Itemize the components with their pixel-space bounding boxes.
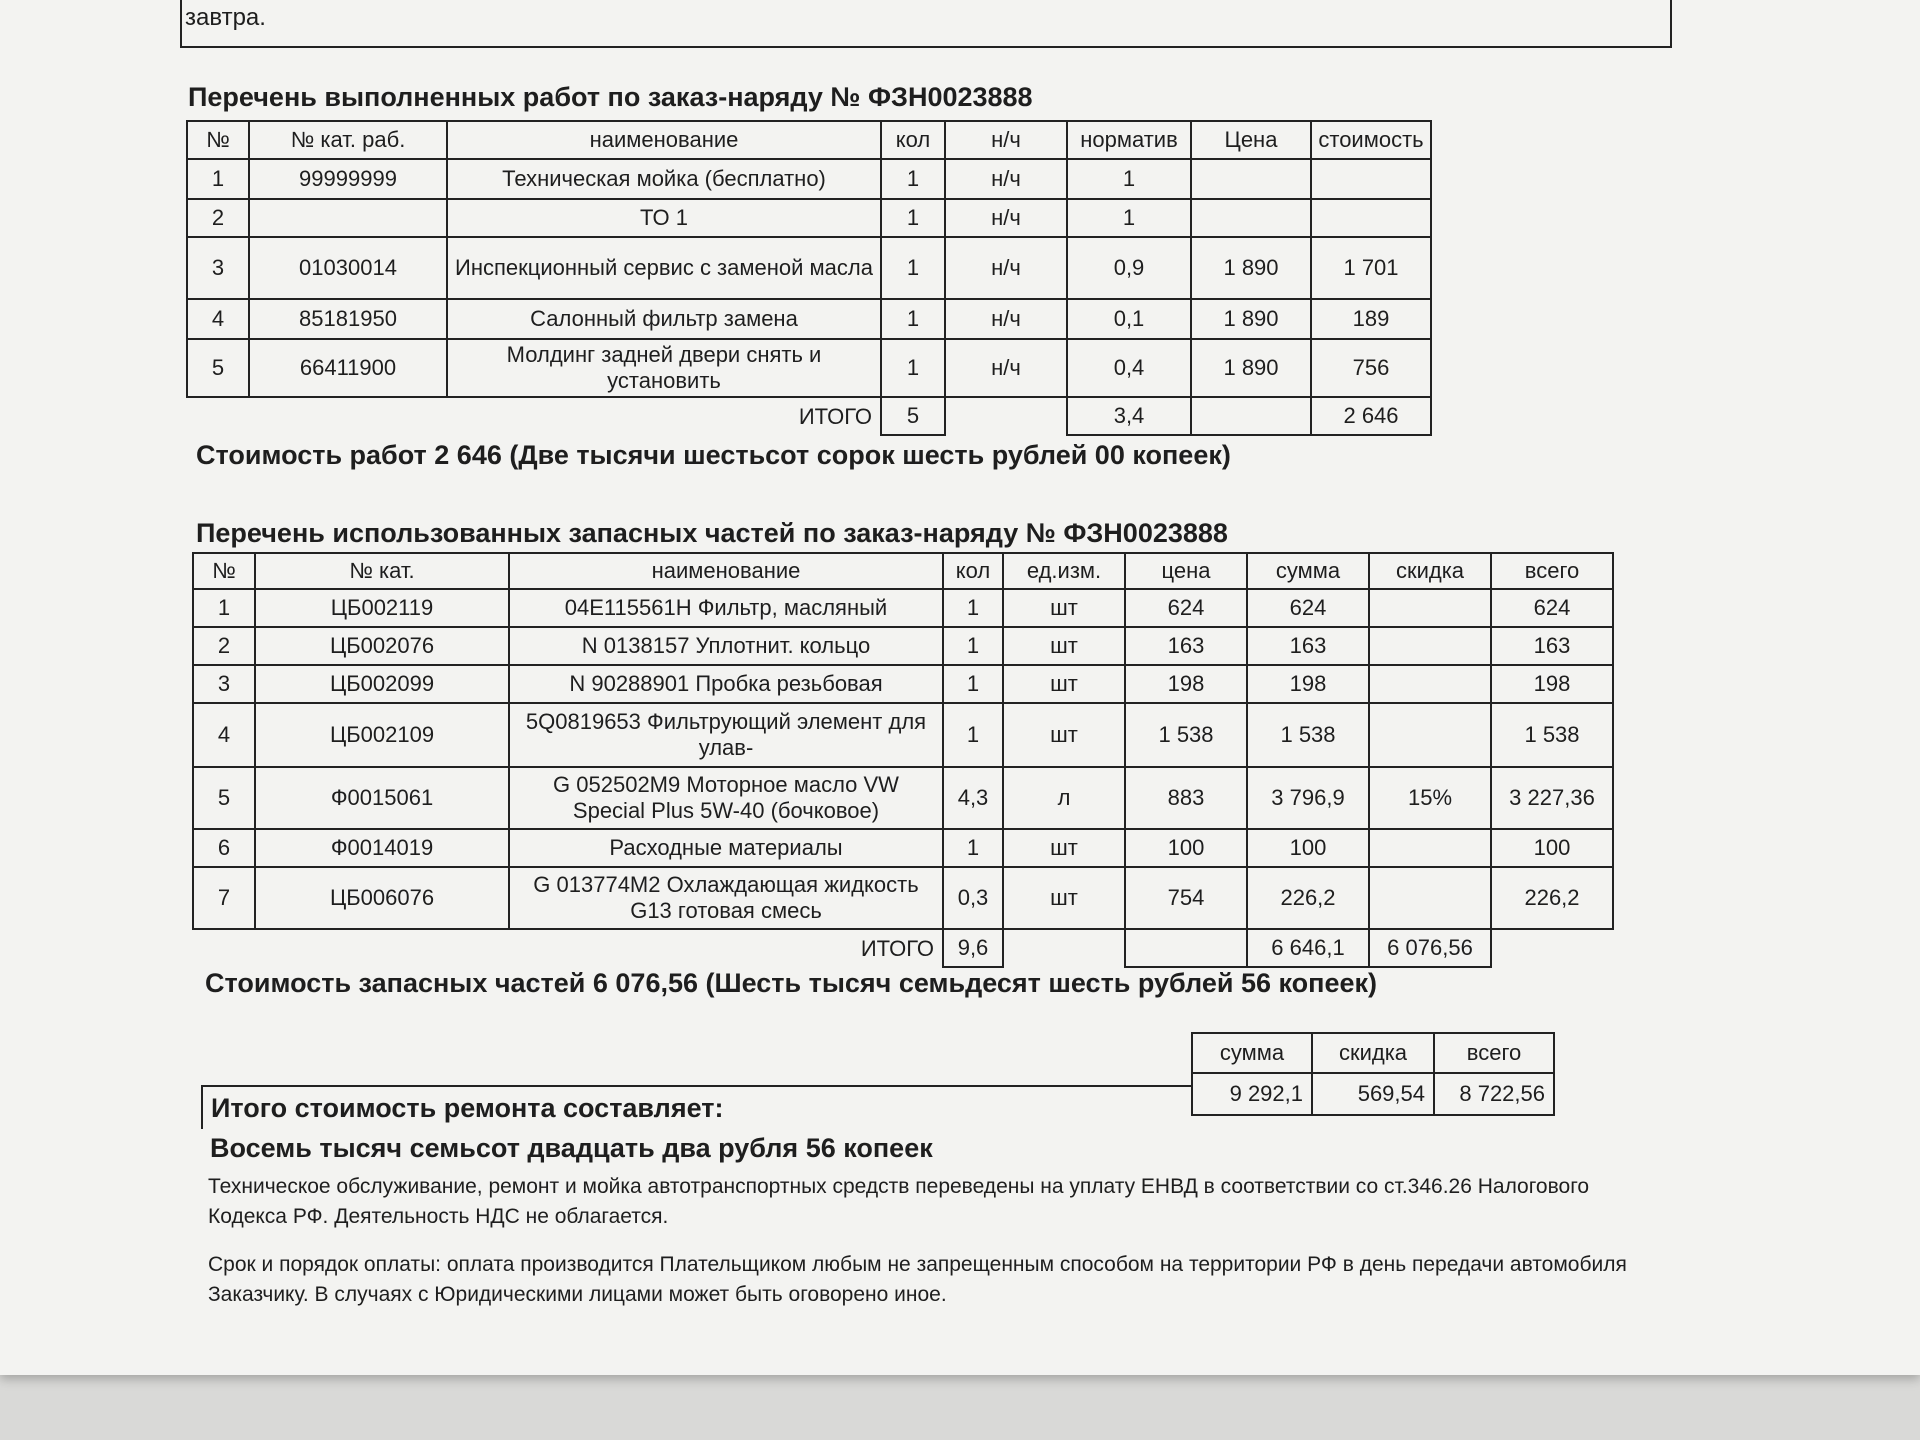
total-norm: 3,4 [1067, 397, 1191, 435]
cell: ЦБ002119 [255, 589, 509, 627]
cell [1191, 199, 1311, 237]
cell: шт [1003, 665, 1125, 703]
cell: 189 [1311, 299, 1431, 339]
total-label: ИТОГО [860, 935, 934, 961]
table-row [193, 767, 1613, 829]
cell: 1 538 [1125, 703, 1247, 767]
cell: ТО 1 [447, 199, 881, 237]
total-cost: 2 646 [1311, 397, 1431, 435]
cell: шт [1003, 867, 1125, 929]
cell: 2 [193, 627, 255, 665]
cell: N 0138157 Уплотнит. кольцо [509, 627, 943, 665]
header-cell: № [187, 121, 249, 159]
cell: 163 [1247, 627, 1369, 665]
cell [1369, 703, 1491, 767]
cell: 163 [1491, 627, 1613, 665]
cell: 624 [1247, 589, 1369, 627]
cell [249, 199, 447, 237]
cell: 5 [193, 767, 255, 829]
header-cell: ед.изм. [1003, 553, 1125, 589]
grand-total-header-row [1192, 1033, 1554, 1073]
cell: 100 [1491, 829, 1613, 867]
cell: 1 [943, 703, 1003, 767]
cell [1369, 665, 1491, 703]
table-row [193, 589, 1613, 627]
cell: 1 [943, 589, 1003, 627]
cell: шт [1003, 589, 1125, 627]
cell: 1 538 [1491, 703, 1613, 767]
works-heading: Перечень выполненных работ по заказ-наряду № ФЗН0023888 [188, 82, 1033, 112]
cell: 226,2 [1491, 867, 1613, 929]
cell: 1 701 [1311, 237, 1431, 299]
grand-total-table [1191, 1032, 1555, 1116]
cell: 0,1 [1067, 299, 1191, 339]
cell: 2 [187, 199, 249, 237]
cell: ЦБ002109 [255, 703, 509, 767]
cell [1191, 159, 1311, 199]
cell: 4,3 [943, 767, 1003, 829]
cell: 15% [1369, 767, 1491, 829]
header-cell: кол [881, 121, 945, 159]
table-row [193, 627, 1613, 665]
tax-note: Техническое обслуживание, ремонт и мойка автотранспортных средств переведены на уплату ЕНВД в соответствии со ст.346.26 Налогового Кодекса РФ. Деятельность НДС не облагается. [208, 1175, 1590, 1228]
grand-total-values-row [1192, 1073, 1554, 1115]
cell: Инспекционный сервис с заменой масла [447, 237, 881, 299]
cell: N 90288901 Пробка резьбовая [509, 665, 943, 703]
cell: 883 [1125, 767, 1247, 829]
table-row [193, 829, 1613, 867]
parts-heading: Перечень использованных запасных частей по заказ-наряду № ФЗН0023888 [196, 518, 1228, 548]
header-cell: № кат. [255, 553, 509, 589]
header-cell: всего [1434, 1033, 1554, 1073]
cell: 624 [1491, 589, 1613, 627]
works-total-row [187, 397, 1431, 435]
table-row [187, 299, 1431, 339]
table-row [187, 237, 1431, 299]
total-sum: 6 646,1 [1247, 929, 1369, 967]
cell [1369, 627, 1491, 665]
cell: н/ч [945, 339, 1067, 397]
cell: шт [1003, 627, 1125, 665]
cell: 1 890 [1191, 237, 1311, 299]
header-cell: сумма [1192, 1033, 1312, 1073]
cell: 163 [1125, 627, 1247, 665]
cell: ЦБ002099 [255, 665, 509, 703]
header-cell: наименование [447, 121, 881, 159]
cell: 226,2 [1247, 867, 1369, 929]
header-cell: стоимость [1311, 121, 1431, 159]
cell: ЦБ006076 [255, 867, 509, 929]
cell: шт [1003, 829, 1125, 867]
grand-total-sum: 9 292,1 [1192, 1073, 1312, 1115]
cell: 754 [1125, 867, 1247, 929]
header-cell: норматив [1067, 121, 1191, 159]
cell: Молдинг задней двери снять и установить [447, 339, 881, 397]
cell: 3 [187, 237, 249, 299]
total-label: ИТОГО [798, 403, 872, 429]
cell: 85181950 [249, 299, 447, 339]
works-table [186, 120, 1432, 436]
grand-total-label: Итого стоимость ремонта составляет: [211, 1093, 724, 1123]
table-row [187, 339, 1431, 397]
cell: 3 796,9 [1247, 767, 1369, 829]
previous-section-box [180, 0, 1672, 48]
cell: 66411900 [249, 339, 447, 397]
header-cell: Цена [1191, 121, 1311, 159]
cell: 1 [881, 159, 945, 199]
cell: 1 [1067, 199, 1191, 237]
cell: 1 [881, 339, 945, 397]
cell: Техническая мойка (бесплатно) [447, 159, 881, 199]
cell: 1 [1067, 159, 1191, 199]
cell: 5Q0819653 Фильтрующий элемент для улав- [509, 703, 943, 767]
header-cell: наименование [509, 553, 943, 589]
cell: н/ч [945, 199, 1067, 237]
cell: 0,3 [943, 867, 1003, 929]
cell: Салонный фильтр замена [447, 299, 881, 339]
cell: G 013774M2 Охлаждающая жидкость G13 готовая смесь [509, 867, 943, 929]
header-cell: цена [1125, 553, 1247, 589]
previous-section-text: завтра. [185, 4, 266, 31]
cell: 6 [193, 829, 255, 867]
parts-summary: Стоимость запасных частей 6 076,56 (Шесть тысяч семьдесят шесть рублей 56 копеек) [205, 968, 1377, 998]
cell: н/ч [945, 159, 1067, 199]
works-summary: Стоимость работ 2 646 (Две тысячи шестьсот сорок шесть рублей 00 копеек) [196, 440, 1231, 470]
header-cell: скидка [1312, 1033, 1434, 1073]
cell: 5 [187, 339, 249, 397]
header-cell: сумма [1247, 553, 1369, 589]
table-row [193, 703, 1613, 767]
cell: 1 890 [1191, 339, 1311, 397]
cell: 04E115561H Фильтр, масляный [509, 589, 943, 627]
cell: 624 [1125, 589, 1247, 627]
notes [208, 1172, 1668, 1328]
header-cell: № [193, 553, 255, 589]
cell: 756 [1311, 339, 1431, 397]
cell: Ф0015061 [255, 767, 509, 829]
cell: 1 538 [1247, 703, 1369, 767]
cell: G 052502M9 Моторное масло VW Special Plus 5W-40 (бочковое) [509, 767, 943, 829]
cell: 3 [193, 665, 255, 703]
cell: 0,9 [1067, 237, 1191, 299]
cell: 7 [193, 867, 255, 929]
cell: 1 [943, 665, 1003, 703]
parts-table [192, 552, 1614, 968]
grand-total-discount: 569,54 [1312, 1073, 1434, 1115]
cell [1369, 867, 1491, 929]
cell: 4 [187, 299, 249, 339]
parts-header-row [193, 553, 1613, 589]
cell: л [1003, 767, 1125, 829]
header-cell: № кат. раб. [249, 121, 447, 159]
cell: 100 [1247, 829, 1369, 867]
cell [1311, 199, 1431, 237]
grand-total-label-box [201, 1085, 1193, 1129]
cell: 99999999 [249, 159, 447, 199]
grand-total-words: Восемь тысяч семьсот двадцать два рубля 56 копеек [210, 1133, 933, 1163]
total-qty: 5 [881, 397, 945, 435]
table-row [187, 159, 1431, 199]
total-total: 6 076,56 [1369, 929, 1491, 967]
cell: 1 [943, 627, 1003, 665]
total-qty: 9,6 [943, 929, 1003, 967]
parts-total-row [193, 929, 1613, 967]
cell: 0,4 [1067, 339, 1191, 397]
grand-total-total: 8 722,56 [1434, 1073, 1554, 1115]
cell: Ф0014019 [255, 829, 509, 867]
table-row [187, 199, 1431, 237]
cell: шт [1003, 703, 1125, 767]
header-cell: н/ч [945, 121, 1067, 159]
cell: 1 890 [1191, 299, 1311, 339]
cell: 198 [1491, 665, 1613, 703]
table-row [193, 665, 1613, 703]
header-cell: скидка [1369, 553, 1491, 589]
cell [1369, 589, 1491, 627]
cell [1369, 829, 1491, 867]
cell: 1 [881, 299, 945, 339]
cell [1311, 159, 1431, 199]
header-cell: кол [943, 553, 1003, 589]
cell: 3 227,36 [1491, 767, 1613, 829]
cell: 100 [1125, 829, 1247, 867]
cell: 4 [193, 703, 255, 767]
table-row [193, 867, 1613, 929]
header-cell: всего [1491, 553, 1613, 589]
cell: 1 [193, 589, 255, 627]
cell: 01030014 [249, 237, 447, 299]
cell: 1 [881, 199, 945, 237]
cell: 1 [881, 237, 945, 299]
cell: 1 [943, 829, 1003, 867]
cell: н/ч [945, 237, 1067, 299]
cell: Расходные материалы [509, 829, 943, 867]
payment-note: Срок и порядок оплаты: оплата производится Плательщиком любым не запрещенным способом на территории РФ в день передачи автомобиля Заказчику. В случаях с Юридическими лицами может быть оговорено иное. [208, 1253, 1627, 1306]
cell: 1 [187, 159, 249, 199]
cell: 198 [1247, 665, 1369, 703]
cell: ЦБ002076 [255, 627, 509, 665]
cell: н/ч [945, 299, 1067, 339]
works-header-row [187, 121, 1431, 159]
cell: 198 [1125, 665, 1247, 703]
